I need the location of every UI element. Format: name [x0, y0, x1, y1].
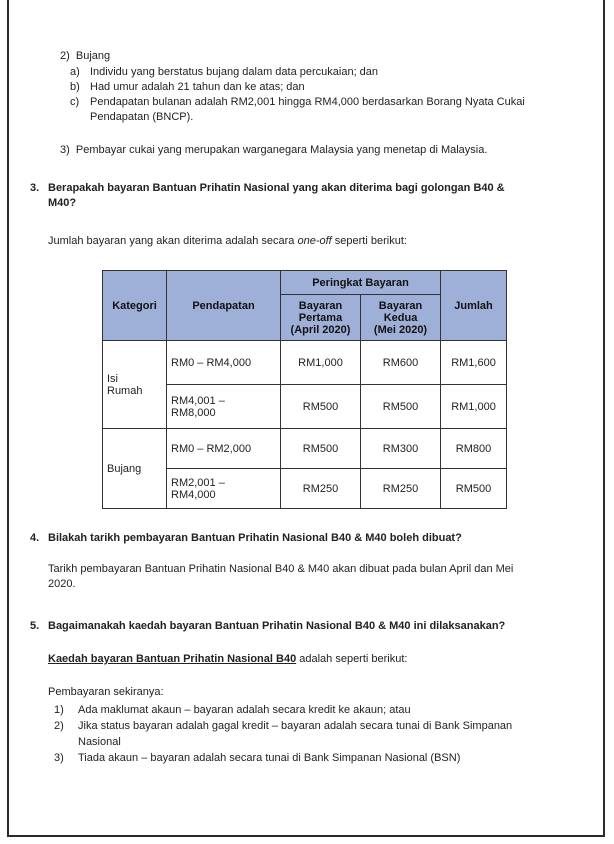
q5-item-1-text: Ada maklumat akaun – bayaran adalah secara kredit ke akaun; atau: [78, 704, 411, 716]
q3-intro-before: Jumlah bayaran yang akan diterima adalah secara: [48, 235, 298, 247]
bujang-item-c-marker: c): [70, 96, 80, 108]
bujang-item-a-marker: a): [70, 66, 80, 78]
income-cell-l1: RM2,001 –: [171, 476, 225, 489]
kaedah-heading: Kaedah bayaran Bantuan Prihatin Nasional B40: [48, 653, 297, 665]
bujang-item-a: [70, 66, 379, 79]
category-bujang: Bujang: [103, 429, 167, 509]
header-jumlah: Jumlah: [441, 271, 507, 341]
second-payment-cell: RM600: [361, 341, 441, 385]
header-peringkat: Peringkat Bayaran: [281, 271, 441, 295]
q4-number: 4.: [30, 532, 40, 544]
bujang-number: 2): [60, 50, 70, 62]
header-bayaran-kedua-l1: Bayaran: [378, 299, 423, 312]
header-bayaran-pertama-l1: Bayaran: [298, 299, 343, 312]
bujang-heading: [60, 50, 110, 63]
q5-title: Bagaimanakah kaedah bayaran Bantuan Prihatin Nasional B40 & M40 ini dilaksanakan?: [48, 620, 506, 632]
bujang-item-a-text: Individu yang berstatus bujang dalam data percukaian; dan: [90, 66, 379, 78]
bujang-item-b-marker: b): [70, 81, 80, 93]
header-bayaran-pertama-l3: (April 2020): [290, 323, 351, 336]
q4-answer-line-2: 2020.: [48, 578, 76, 590]
header-bayaran-kedua: [361, 295, 441, 341]
bantuan-table: [102, 270, 507, 509]
table-header-row-1: [103, 271, 507, 295]
q3-title-line-1: Berapakah bayaran Bantuan Prihatin Nasional yang akan diterima bagi golongan B40 &: [48, 182, 505, 194]
q4-title: Bilakah tarikh pembayaran Bantuan Prihatin Nasional B40 & M40 boleh dibuat?: [48, 532, 462, 544]
q5-number: 5.: [30, 620, 40, 632]
header-pendapatan: Pendapatan: [167, 271, 281, 341]
total-cell: RM800: [441, 429, 507, 469]
q4-answer-line-1: Tarikh pembayaran Bantuan Prihatin Nasional B40 & M40 akan dibuat pada bulan April dan Mei: [48, 563, 514, 575]
q5-item-2: [54, 720, 513, 733]
kaedah-after: adalah seperti berikut:: [296, 653, 408, 665]
header-bayaran-kedua-l2: Kedua: [383, 311, 418, 324]
pembayaran-label: Pembayaran sekiranya:: [48, 686, 164, 698]
q5-item-1: [54, 704, 411, 717]
bujang-item-c: [70, 96, 525, 109]
income-cell-l1: RM4,001 –: [171, 394, 225, 407]
q5-item-1-marker: 1): [54, 704, 64, 716]
bujang-item-c-text-2: Pendapatan (BNCP).: [90, 111, 194, 123]
second-payment-cell: RM300: [361, 429, 441, 469]
q5-item-2-marker: 2): [54, 720, 64, 732]
header-bayaran-pertama: [281, 295, 361, 341]
income-cell-l2: RM4,000: [171, 488, 216, 501]
q3-intro: [48, 235, 407, 248]
total-cell: RM500: [441, 469, 507, 509]
table-row: [103, 429, 507, 469]
item-3-text: Pembayar cukai yang merupakan warganegara Malaysia yang menetap di Malaysia.: [75, 144, 488, 156]
category-isi-rumah-l1: Isi: [107, 372, 118, 385]
header-kategori: Kategori: [103, 271, 167, 341]
kaedah-line: [48, 653, 407, 666]
bujang-item-b-text: Had umur adalah 21 tahun dan ke atas; dan: [90, 81, 305, 93]
table-row: [103, 341, 507, 385]
item-3-number: 3): [60, 144, 70, 156]
income-cell: RM0 – RM2,000: [167, 429, 281, 469]
q5-item-2-text-2: Nasional: [78, 736, 121, 748]
income-cell: [167, 385, 281, 429]
first-payment-cell: RM250: [281, 469, 361, 509]
second-payment-cell: RM500: [361, 385, 441, 429]
bujang-title: Bujang: [75, 50, 111, 62]
item-3: [60, 144, 487, 157]
first-payment-cell: RM500: [281, 385, 361, 429]
category-isi-rumah-l2: Rumah: [107, 384, 143, 397]
q3-title-line-2: M40?: [48, 197, 77, 209]
header-bayaran-pertama-l2: Pertama: [298, 311, 343, 324]
first-payment-cell: RM1,000: [281, 341, 361, 385]
total-cell: RM1,000: [441, 385, 507, 429]
q5-item-2-text-1: Jika status bayaran adalah gagal kredit – bayaran adalah secara tunai di Bank Simpanan: [78, 720, 513, 732]
q5-item-3-text: Tiada akaun – bayaran adalah secara tunai di Bank Simpanan Nasional (BSN): [78, 752, 461, 764]
q3-number: 3.: [30, 182, 40, 194]
category-isi-rumah: [103, 341, 167, 429]
q3-intro-italic: one-off: [297, 235, 332, 247]
bujang-item-c-text-1: Pendapatan bulanan adalah RM2,001 hingga RM4,000 berdasarkan Borang Nyata Cukai: [90, 96, 525, 108]
income-cell: RM0 – RM4,000: [167, 341, 281, 385]
income-cell-l2: RM8,000: [171, 406, 216, 419]
header-bayaran-kedua-l3: (Mei 2020): [373, 323, 428, 336]
second-payment-cell: RM250: [361, 469, 441, 509]
first-payment-cell: RM500: [281, 429, 361, 469]
income-cell: [167, 469, 281, 509]
q5-item-3-marker: 3): [54, 752, 64, 764]
q5-item-3: [54, 752, 461, 765]
bujang-item-b: [70, 81, 305, 94]
total-cell: RM1,600: [441, 341, 507, 385]
q3-intro-after: seperti berikut:: [331, 235, 407, 247]
